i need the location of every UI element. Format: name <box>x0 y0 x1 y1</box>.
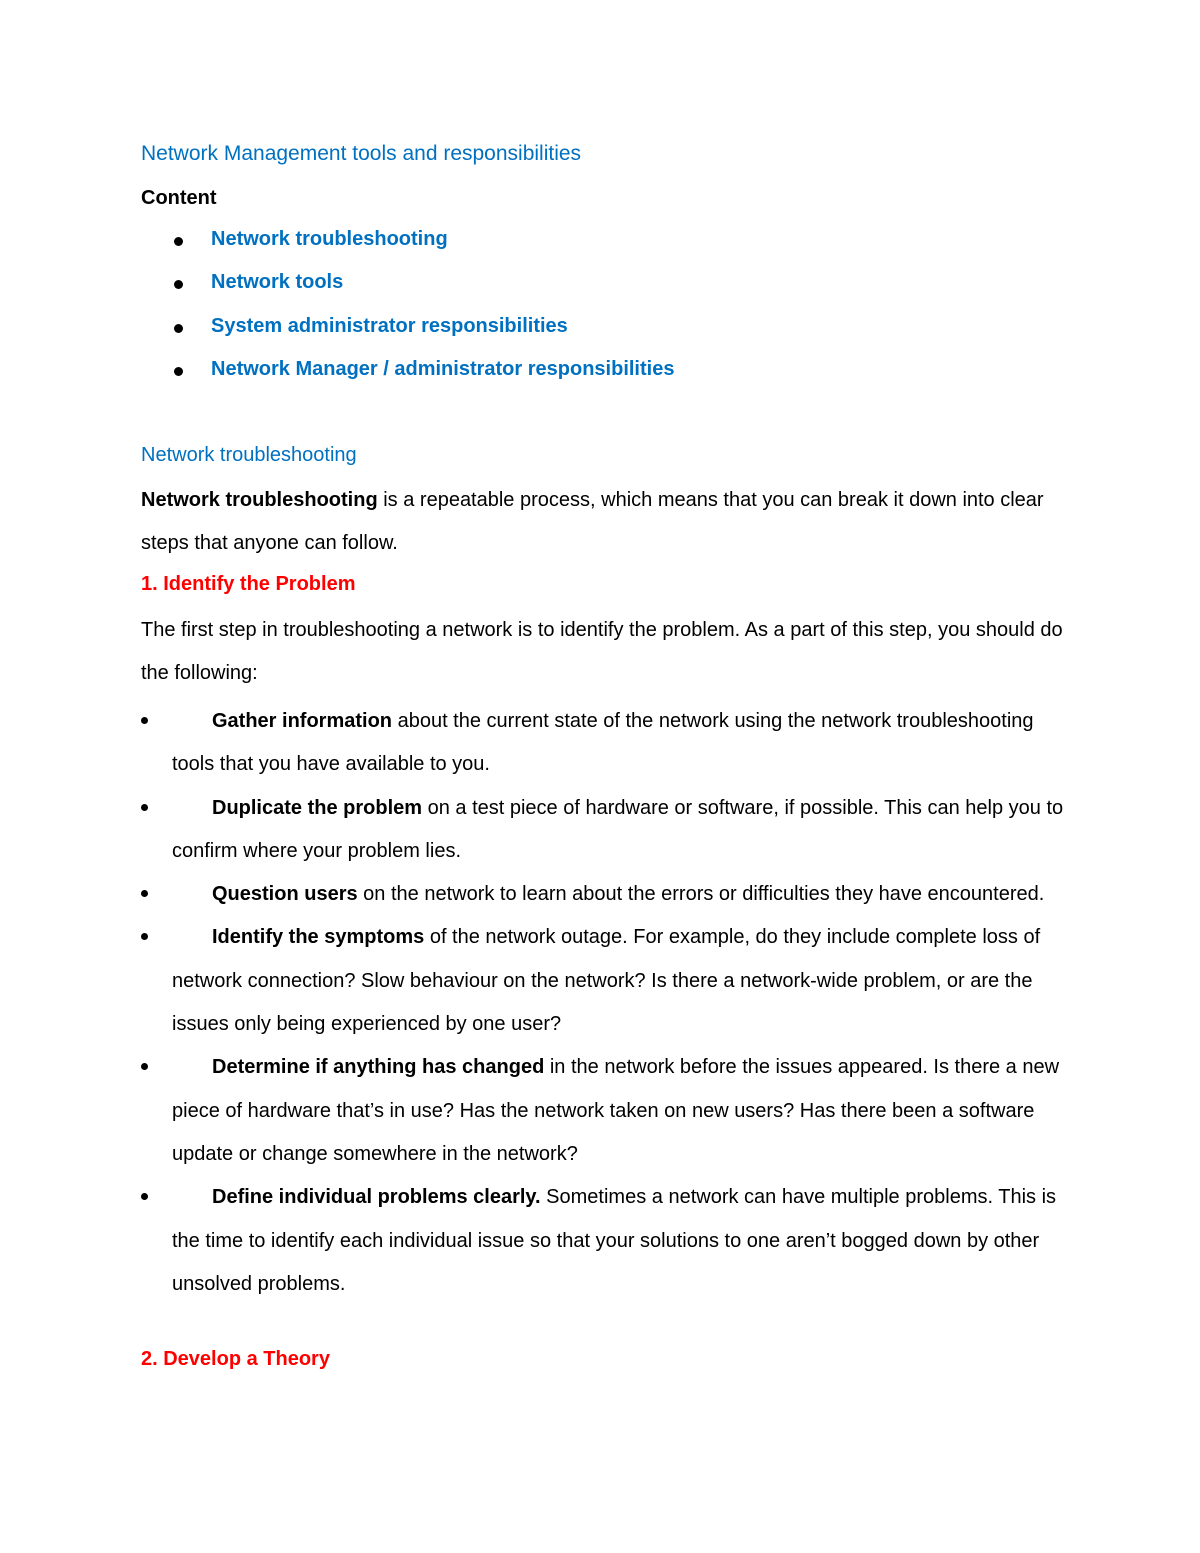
list-item <box>141 787 1071 874</box>
list-item <box>141 916 1071 1046</box>
bullet-icon <box>141 1063 148 1070</box>
bullet-text: about the current state of the network using the network troubleshooting tools that you have available to you. <box>172 710 1034 776</box>
bullet-icon <box>141 804 148 811</box>
bullet-bold: Gather information <box>212 710 393 732</box>
step1-heading: 1. Identify the Problem <box>141 573 356 595</box>
content-label: Content <box>141 187 217 209</box>
bullet-icon <box>174 280 183 289</box>
intro-text: is a repeatable process, which means that you can break it down into clear steps that anyone can follow. <box>141 489 1044 555</box>
bullet-icon <box>174 237 183 246</box>
bullet-bold: Question users <box>212 883 358 906</box>
intro-bold: Network troubleshooting <box>141 489 378 511</box>
bullet-icon <box>174 324 183 333</box>
bullet-text: in the network before the issues appeared. Is there a new piece of hardware that’s in use? Has the network taken on new users? Has there been a software update or change somewhere in the network? <box>172 1056 1060 1165</box>
list-item <box>141 1176 1071 1306</box>
toc-link-sysadmin-responsibilities[interactable]: System administrator responsibilities <box>211 314 568 337</box>
bullet-bold: Define individual problems clearly. <box>212 1186 541 1209</box>
bullet-bold: Duplicate the problem <box>212 796 423 819</box>
list-item <box>141 1046 1071 1176</box>
document-title: Network Management tools and responsibilities <box>141 142 582 165</box>
step1-paragraph: The first step in troubleshooting a network is to identify the problem. As a part of this step, you should do the following: <box>141 619 1063 685</box>
toc-link-network-troubleshooting[interactable]: Network troubleshooting <box>211 228 448 250</box>
bullet-icon <box>174 367 183 376</box>
bullet-icon <box>141 890 148 897</box>
toc-link-network-tools[interactable]: Network tools <box>211 271 344 294</box>
bullet-text: Sometimes a network can have multiple problems. This is the time to identify each individual issue so that your solutions to one aren’t bogged down by other unsolved problems. <box>172 1186 1057 1295</box>
bullet-text: of the network outage. For example, do they include complete loss of network connection? Slow behaviour on the network? Is there a network-wide problem, or are the issues only being experienced by one user? <box>172 926 1041 1036</box>
bullet-bold: Identify the symptoms <box>212 926 425 949</box>
bullet-icon <box>141 1193 148 1200</box>
bullet-icon <box>141 933 148 940</box>
bullet-icon <box>141 717 148 724</box>
list-item <box>141 873 1071 916</box>
intro-paragraph <box>141 479 1066 566</box>
list-item <box>141 700 1071 787</box>
toc-link-network-manager-responsibilities[interactable]: Network Manager / administrator responsibilities <box>211 357 675 380</box>
bullet-text: on a test piece of hardware or software, if possible. This can help you to confirm where your problem lies. <box>172 796 1064 862</box>
bullet-text: on the network to learn about the errors or difficulties they have encountered. <box>357 883 1045 906</box>
section-heading-network-troubleshooting: Network troubleshooting <box>141 444 357 466</box>
step1-bullet-list <box>141 700 1071 1306</box>
step2-heading: 2. Develop a Theory <box>141 1348 330 1370</box>
bullet-bold: Determine if anything has changed <box>212 1056 545 1079</box>
